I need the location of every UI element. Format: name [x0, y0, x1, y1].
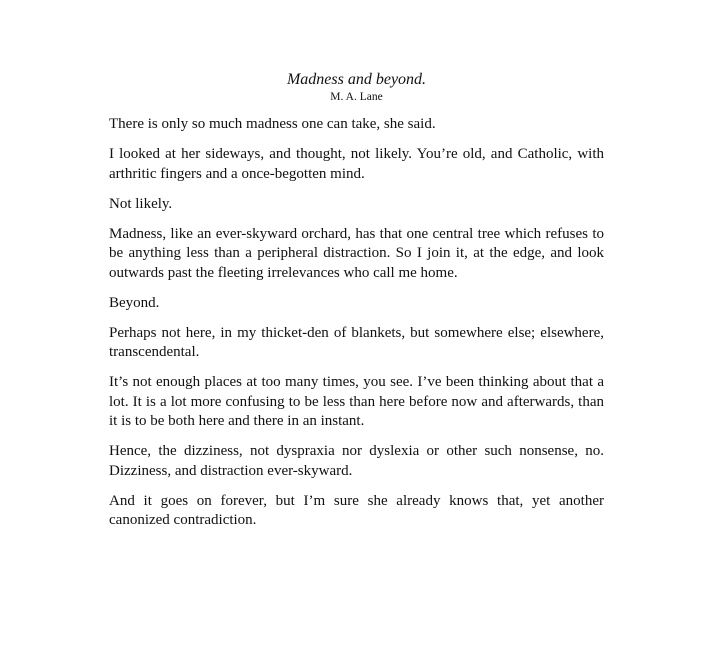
paragraph-7: It’s not enough places at too many times, you see. I’ve been thinking about that a lot. It is a lot more confusing to be less than here before now and afterwards, than it is to be both here and there in an instant. — [109, 374, 604, 429]
paragraph-3: Not likely. — [109, 195, 173, 212]
document-author: M. A. Lane — [330, 91, 383, 103]
paragraph-5: Beyond. — [109, 294, 160, 311]
paragraph-9: And it goes on forever, but I’m sure she already knows that, yet another canonized contradiction. — [109, 492, 604, 528]
paragraph-6: Perhaps not here, in my thicket-den of blankets, but somewhere else; elsewhere, transcendental. — [109, 324, 604, 360]
document-page — [109, 70, 604, 541]
paragraph-1: There is only so much madness one can take, she said. — [109, 116, 436, 132]
paragraph-2: I looked at her sideways, and thought, not likely. You’re old, and Catholic, with arthritic fingers and a once-begotten mind. — [109, 146, 604, 182]
document-title: Madness and beyond. — [286, 71, 427, 88]
paragraph-8: Hence, the dizziness, not dyspraxia nor dyslexia or other such nonsense, no. Dizziness, and distraction ever-skyward. — [109, 443, 604, 479]
paragraph-4: Madness, like an ever-skyward orchard, has that one central tree which refuses to be anything less than a peripheral distraction. So I join it, at the edge, and look outwards past the fleeting irrelevances who call me home. — [109, 225, 604, 281]
